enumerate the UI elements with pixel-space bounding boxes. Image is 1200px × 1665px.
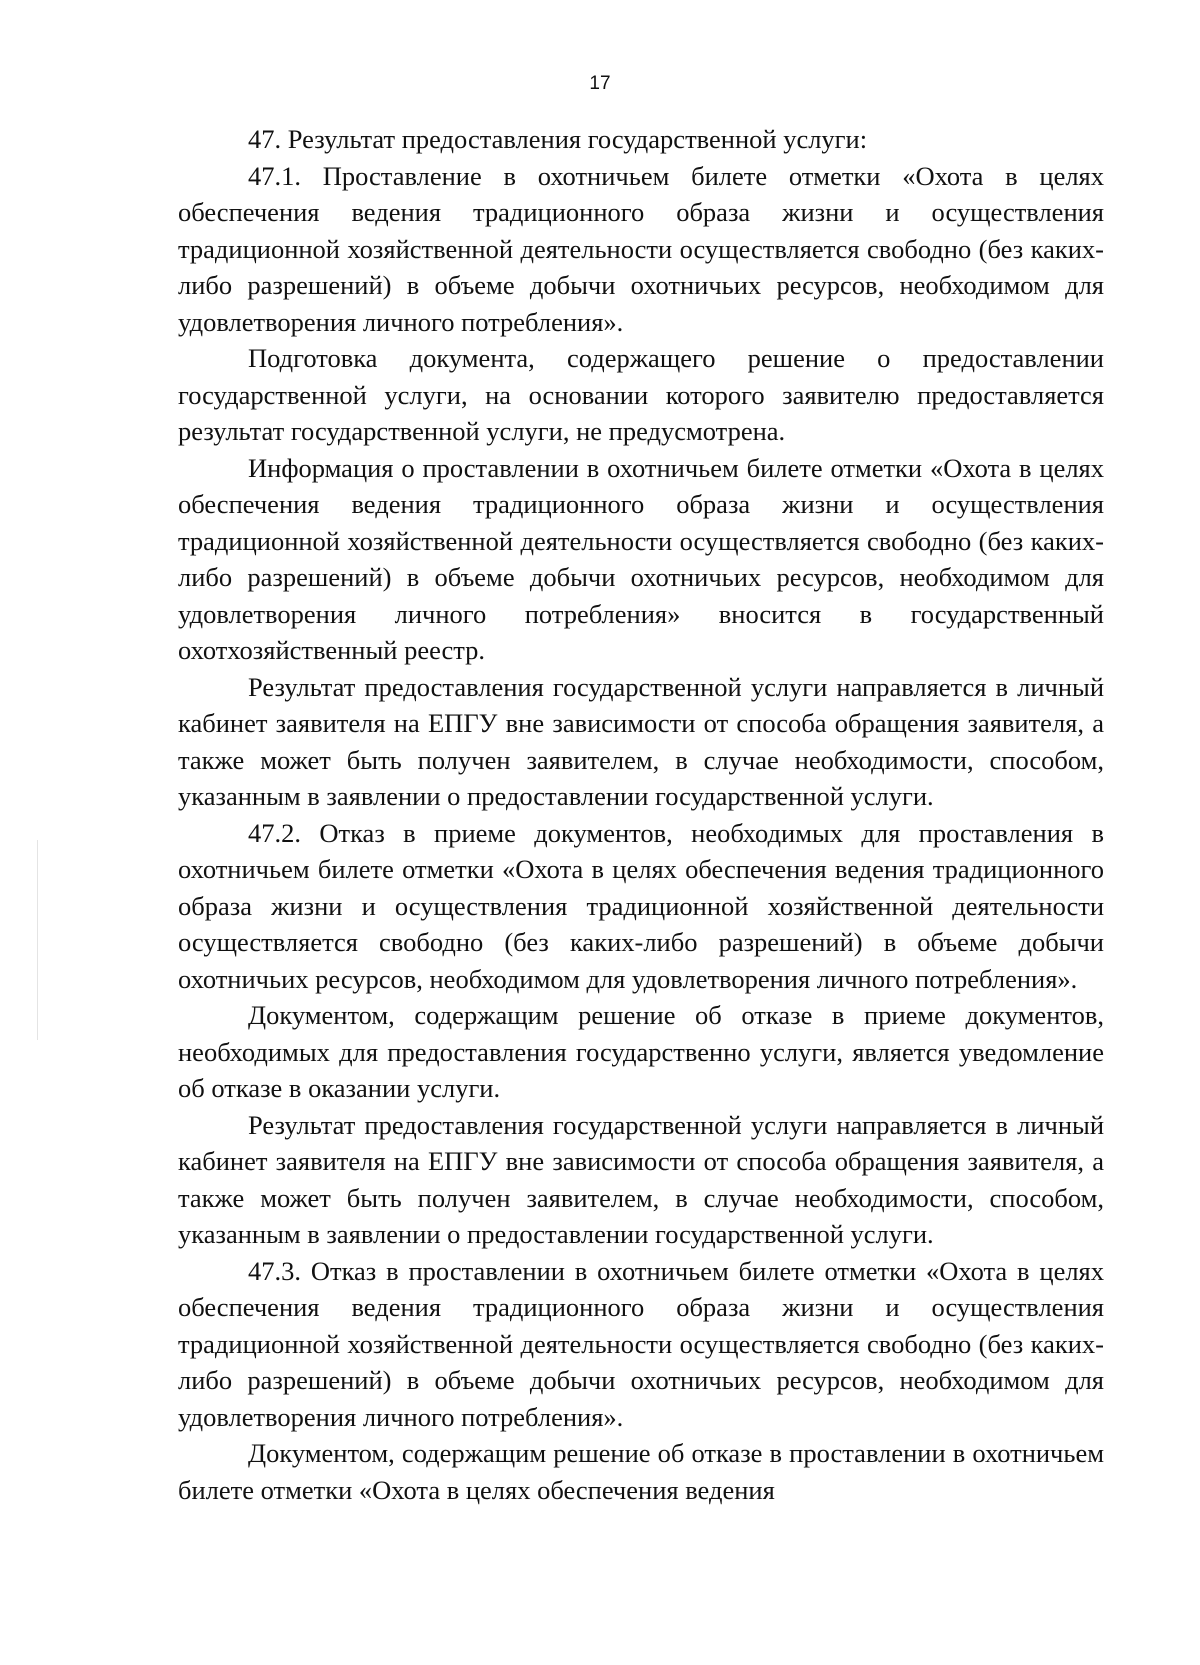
paragraph-refusal-document: Документом, содержащим решение об отказе в приеме документов, необходимых для предоставления государственно услуги, является уведомление об отказе в оказании услуги. — [178, 1000, 1104, 1103]
scan-edge-line — [37, 840, 38, 1040]
paragraph-refusal-mark-document: Документом, содержащим решение об отказе в проставлении в охотничьем билете отметки «Охота в целях обеспечения ведения — [178, 1438, 1104, 1505]
paragraph-result-delivery-2: Результат предоставления государственной услуги направляется в личный кабинет заявителя на ЕПГУ вне зависимости от способа обращения заявителя, а также может быть получен заявителем, в случае необходимости, способом, указанным в заявлении о предоставлении государственной услуги. — [178, 1109, 1104, 1249]
paragraph-information: Информация о проставлении в охотничьем билете отметки «Охота в целях обеспечения ведения традиционного образа жизни и осуществления традиционной хозяйственной деятельности осуществляется свободно (без каких-либо разрешений) в объеме добычи охотничьих ресурсов, необходимом для удовлетворения личного потребления» вносится в государственный охотхозяйственный реестр. — [178, 452, 1104, 665]
page-number: 17 — [589, 73, 611, 94]
paragraph-47-1: 47.1. Проставление в охотничьем билете отметки «Охота в целях обеспечения ведения традиционного образа жизни и осуществления традиционной хозяйственной деятельности осуществляется свободно (без каких-либо разрешений) в объеме добычи охотничьих ресурсов, необходимом для удовлетворения личного потребления». — [178, 160, 1104, 337]
paragraph-47-3: 47.3. Отказ в проставлении в охотничьем билете отметки «Охота в целях обеспечения ведения традиционного образа жизни и осуществления традиционной хозяйственной деятельности осуществляется свободно (без каких-либо разрешений) в объеме добычи охотничьих ресурсов, необходимом для удовлетворения личного потребления». — [178, 1255, 1104, 1432]
paragraph-47-heading: 47. Результат предоставления государственной услуги: — [248, 124, 868, 154]
paragraph-preparation: Подготовка документа, содержащего решение о предоставлении государственной услуги, на основании которого заявителю предоставляется результат государственной услуги, не предусмотрена. — [178, 343, 1104, 446]
paragraph-result-delivery: Результат предоставления государственной услуги направляется в личный кабинет заявителя на ЕПГУ вне зависимости от способа обращения заявителя, а также может быть получен заявителем, в случае необходимости, способом, указанным в заявлении о предоставлении государственной услуги. — [178, 671, 1104, 811]
document-body — [178, 121, 1104, 1508]
paragraph-47-2: 47.2. Отказ в приеме документов, необходимых для проставления в охотничьем билете отметки «Охота в целях обеспечения ведения традиционного образа жизни и осуществления традиционной хозяйственной деятельности осуществляется свободно (без каких-либо разрешений) в объеме добычи охотничьих ресурсов, необходимом для удовлетворения личного потребления». — [178, 817, 1104, 994]
